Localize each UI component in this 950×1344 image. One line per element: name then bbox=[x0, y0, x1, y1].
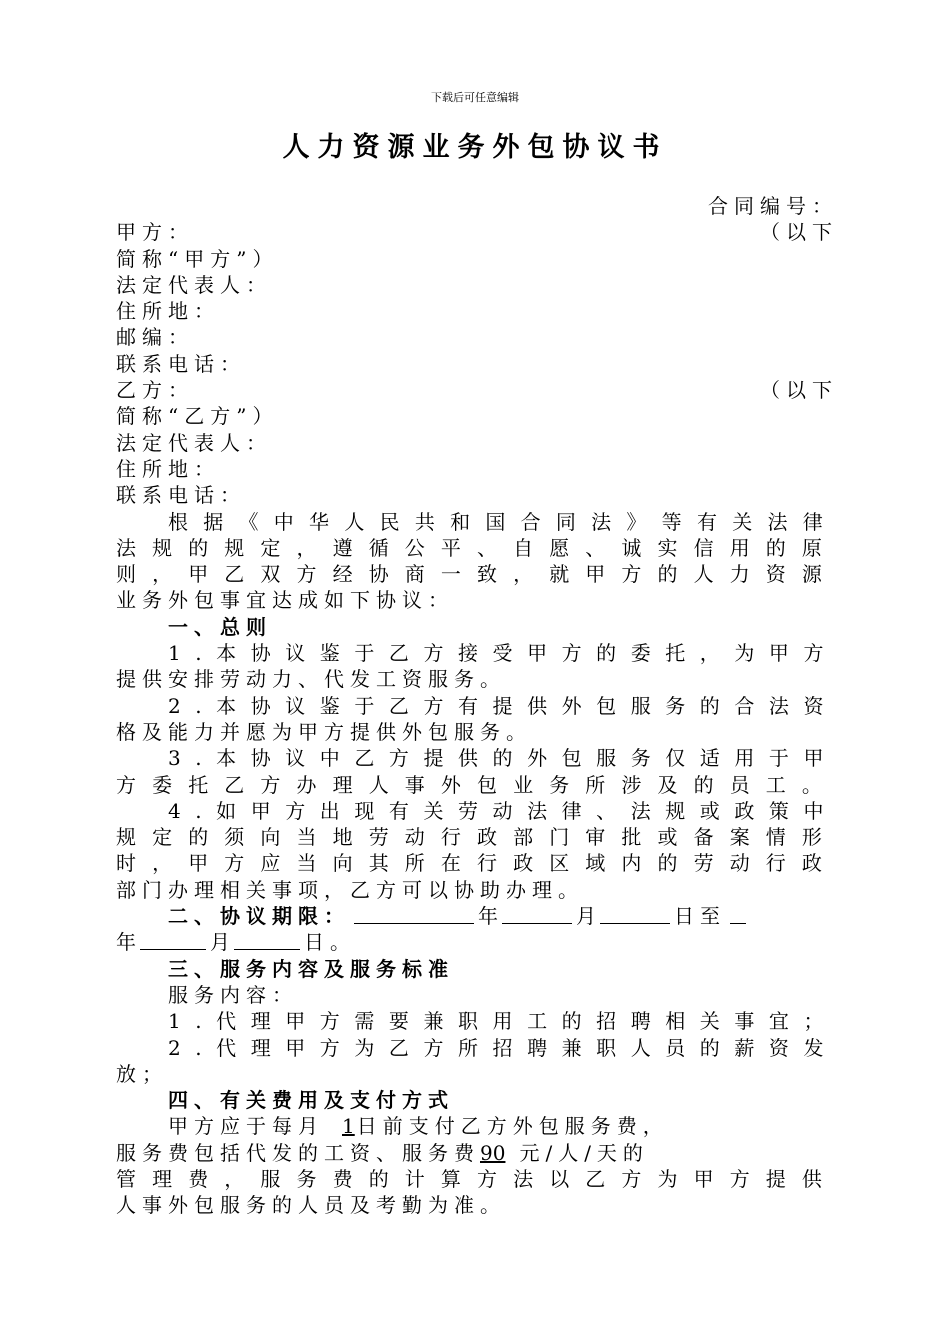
s4-text-2a: 服务费包括代发的工资、服务费 bbox=[116, 1140, 480, 1165]
s3-line-2 bbox=[116, 1035, 838, 1061]
s4-text-3: 管理费，服务费的计算方法以乙方为甲方提供 bbox=[116, 1166, 838, 1191]
s1-line-7 bbox=[116, 798, 838, 824]
preamble-text-2: 法规的规定，遵循公平、自愿、诚实信用的原 bbox=[116, 535, 838, 560]
s1-line-6 bbox=[116, 772, 838, 798]
section-4-heading: 四、有关费用及支付方式 bbox=[168, 1088, 454, 1113]
s1-text-2: 提供安排劳动力、代发工资服务。 bbox=[116, 667, 506, 692]
s4-line-1 bbox=[116, 1113, 838, 1139]
section-3-sub: 服务内容： bbox=[168, 982, 298, 1007]
start-day-blank bbox=[600, 903, 670, 924]
party-a-alias-line bbox=[116, 246, 838, 272]
party-a-phone: 联系电话： bbox=[116, 351, 246, 376]
section-2-heading: 二、协议期限： bbox=[168, 904, 350, 929]
party-a-rep-line bbox=[116, 272, 838, 298]
end-month-unit: 月 bbox=[210, 930, 230, 955]
s1-line-2 bbox=[116, 666, 838, 692]
s4-line-4 bbox=[116, 1192, 838, 1218]
party-a-address: 住所地： bbox=[116, 299, 220, 324]
s1-text-5: 3.本协议中乙方提供的外包服务仅适用于甲 bbox=[168, 746, 838, 771]
section-1-heading-line bbox=[116, 614, 838, 640]
s4-text-4: 人事外包服务的人员及考勤为准。 bbox=[116, 1193, 506, 1218]
start-month-unit: 月 bbox=[576, 904, 596, 929]
end-day-blank bbox=[234, 929, 300, 950]
party-a-phone-line bbox=[116, 351, 838, 377]
preamble-line-3 bbox=[116, 561, 838, 587]
end-year-unit: 年 bbox=[116, 930, 136, 955]
s1-line-4 bbox=[116, 719, 838, 745]
party-b-line bbox=[116, 377, 838, 403]
party-a-alias-prefix: （以下 bbox=[760, 220, 838, 245]
header-note: 下载后可任意编辑 bbox=[431, 91, 519, 104]
party-b-alias: 简称“乙方”） bbox=[116, 404, 279, 429]
party-b-phone-line bbox=[116, 482, 838, 508]
s1-text-9: 时，甲方应当向其所在行政区域内的劳动行政 bbox=[116, 851, 838, 876]
s1-line-9 bbox=[116, 850, 838, 876]
party-b-rep-line bbox=[116, 430, 838, 456]
s4-text-2b: 元/人/天的 bbox=[519, 1140, 649, 1165]
s1-line-1 bbox=[116, 640, 838, 666]
section-3-sub-line bbox=[116, 982, 838, 1008]
preamble-text-1: 根据《中华人民共和国合同法》等有关法律 bbox=[168, 509, 838, 534]
s1-text-3: 2.本协议鉴于乙方有提供外包服务的合法资 bbox=[168, 693, 838, 718]
start-year-unit: 年 bbox=[478, 904, 498, 929]
s3-line-3 bbox=[116, 1061, 838, 1087]
s4-text-1a: 甲方应于每月 bbox=[168, 1114, 324, 1139]
s1-text-10: 部门办理相关事项，乙方可以协助办理。 bbox=[116, 877, 584, 902]
s3-text-2: 2.代理甲方为乙方所招聘兼职人员的薪资发 bbox=[168, 1035, 838, 1060]
preamble-line-4 bbox=[116, 587, 838, 613]
party-a-address-line bbox=[116, 298, 838, 324]
preamble-text-4: 业务外包事宜达成如下协议： bbox=[116, 588, 454, 613]
s1-text-1: 1.本协议鉴于乙方接受甲方的委托，为甲方 bbox=[168, 641, 838, 666]
s1-line-5 bbox=[116, 745, 838, 771]
section-2-line-2 bbox=[116, 929, 838, 955]
section-2-line bbox=[116, 903, 838, 929]
start-month-blank bbox=[502, 903, 572, 924]
service-fee-value: 90 bbox=[480, 1140, 506, 1165]
party-a-alias: 简称“甲方”） bbox=[116, 246, 279, 271]
party-a-line bbox=[116, 219, 838, 245]
section-4-heading-line bbox=[116, 1087, 838, 1113]
party-b-alias-line bbox=[116, 403, 838, 429]
section-3-heading-line bbox=[116, 956, 838, 982]
document-body bbox=[116, 193, 838, 1219]
payment-day-value: 1 bbox=[342, 1114, 355, 1139]
section-1-heading: 一、总则 bbox=[168, 614, 272, 639]
party-b-phone: 联系电话： bbox=[116, 483, 246, 508]
s3-text-1: 1.代理甲方需要兼职用工的招聘相关事宜； bbox=[168, 1009, 838, 1034]
end-month-blank bbox=[140, 929, 206, 950]
party-b-label: 乙方： bbox=[116, 378, 194, 403]
party-b-address: 住所地： bbox=[116, 456, 220, 481]
preamble-line-2 bbox=[116, 535, 838, 561]
party-a-postcode: 邮编： bbox=[116, 325, 194, 350]
s3-text-3: 放； bbox=[116, 1061, 168, 1086]
start-year-blank bbox=[354, 903, 474, 924]
s4-line-3 bbox=[116, 1166, 838, 1192]
s1-text-6: 方委托乙方办理人事外包业务所涉及的员工。 bbox=[116, 772, 838, 797]
s1-text-4: 格及能力并愿为甲方提供外包服务。 bbox=[116, 719, 532, 744]
s4-line-2 bbox=[116, 1140, 838, 1166]
end-day-unit: 日。 bbox=[304, 930, 356, 955]
party-b-address-line bbox=[116, 456, 838, 482]
contract-number-line bbox=[116, 193, 838, 219]
s1-text-7: 4.如甲方出现有关劳动法律、法规或政策中 bbox=[168, 798, 838, 823]
preamble-line-1 bbox=[116, 509, 838, 535]
s4-text-1b: 日前支付乙方外包服务费， bbox=[356, 1114, 669, 1139]
end-year-blank-start bbox=[730, 903, 746, 924]
s1-text-8: 规定的须向当地劳动行政部门审批或备案情形 bbox=[116, 825, 838, 850]
s1-line-8 bbox=[116, 824, 838, 850]
party-a-rep: 法定代表人： bbox=[116, 272, 272, 297]
party-a-postcode-line bbox=[116, 324, 838, 350]
s1-line-10 bbox=[116, 877, 838, 903]
section-3-heading: 三、服务内容及服务标准 bbox=[168, 956, 454, 981]
party-a-label: 甲方： bbox=[116, 220, 194, 245]
start-day-to: 日至 bbox=[674, 904, 726, 929]
document-title: 人力资源业务外包协议书 bbox=[282, 132, 668, 163]
preamble-text-3: 则，甲乙双方经协商一致，就甲方的人力资源 bbox=[116, 562, 838, 587]
party-b-alias-prefix: （以下 bbox=[760, 378, 838, 403]
contract-number-label: 合同编号： bbox=[708, 194, 838, 218]
party-b-rep: 法定代表人： bbox=[116, 430, 272, 455]
s3-line-1 bbox=[116, 1008, 838, 1034]
s1-line-3 bbox=[116, 693, 838, 719]
